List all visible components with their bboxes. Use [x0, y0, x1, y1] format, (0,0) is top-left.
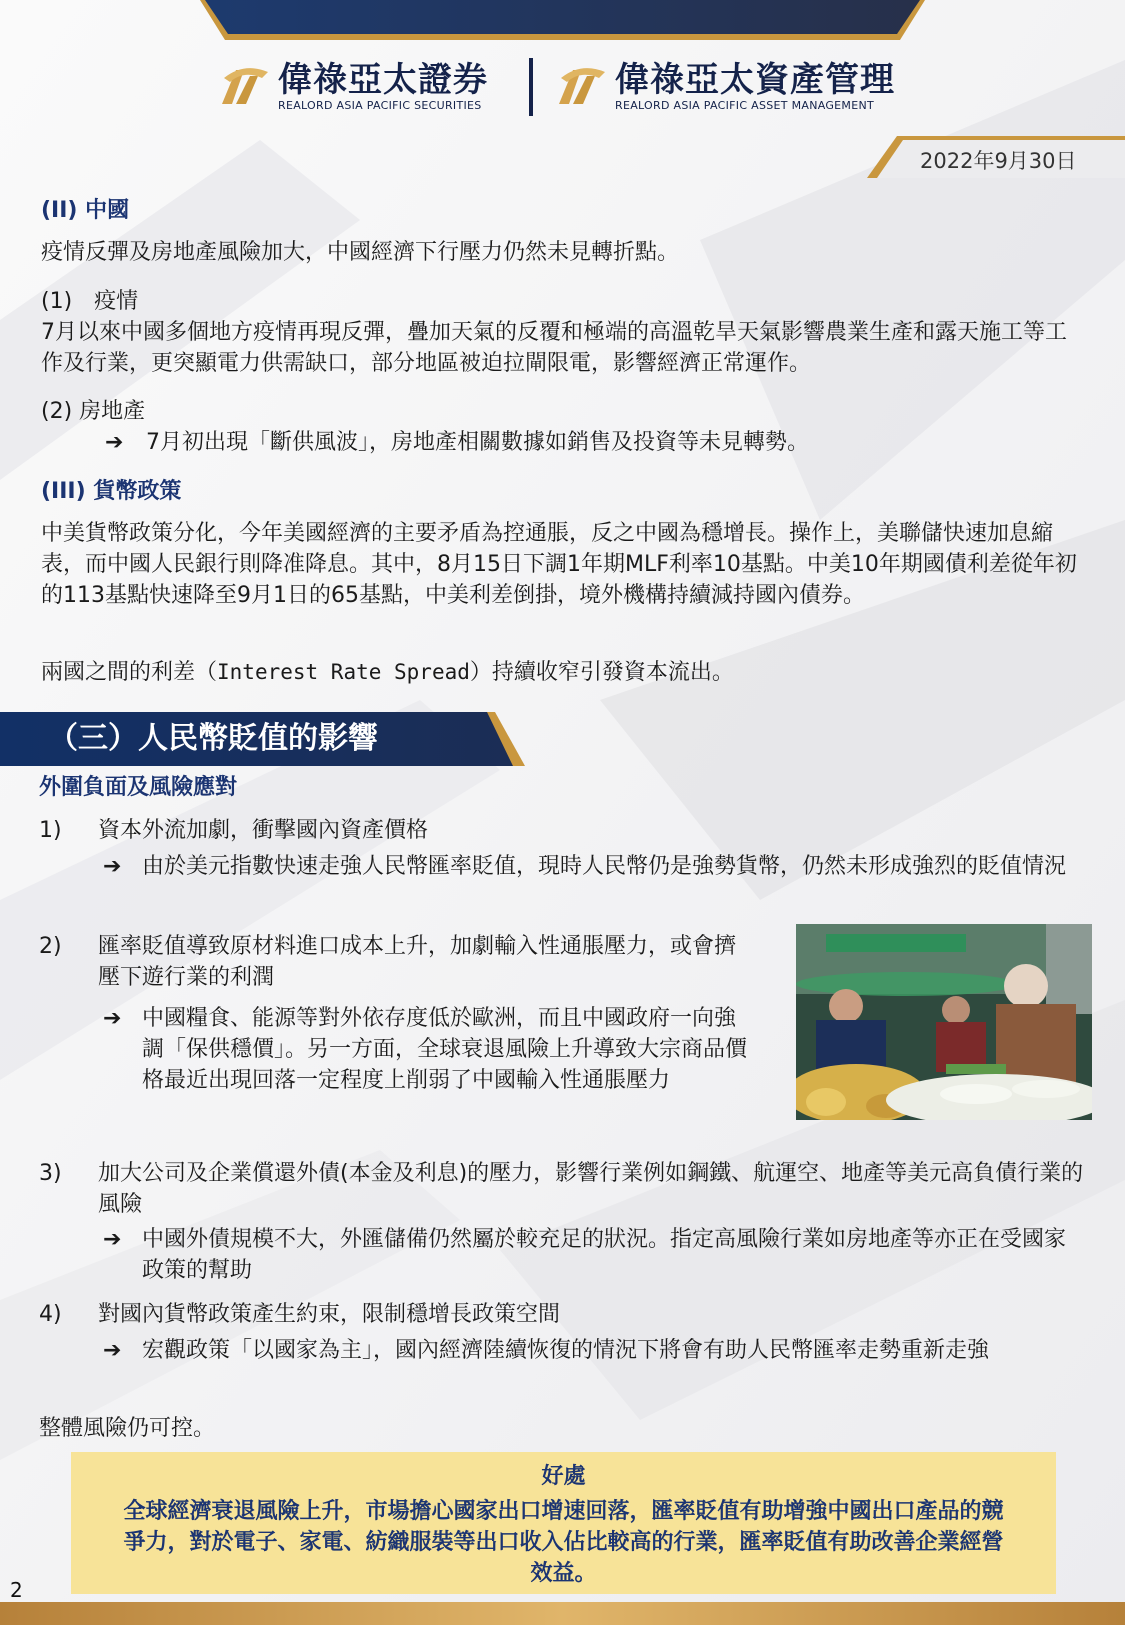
item-point: 宏觀政策「以國家為主」，國內經濟陸續恢復的情況下將會有助人民幣匯率走勢重新走強 [142, 1338, 990, 1363]
arrow-icon: ➔ [103, 854, 122, 879]
china-heading: (II) 中國 [41, 198, 130, 223]
pandemic-text: 7月以來中國多個地方疫情再現反彈，疊加天氣的反覆和極端的高溫乾旱天氣影響農業生產和露天施工等工作及行業，更突顯電力供需缺口，部分地區被迫拉閘限電，影響經濟正常運作。 [41, 320, 1068, 376]
arrow-icon: ➔ [103, 1338, 122, 1363]
arrow-icon: ➔ [103, 1006, 122, 1031]
spread-text [41, 657, 1091, 688]
benefit-body: 全球經濟衰退風險上升，市場擔心國家出口增速回落，匯率貶值有助增強中國出口產品的競爭力，對於電子、家電、紡織服裝等出口收入佔比較高的行業，匯率貶值有助改善企業經營效益。 [123, 1499, 1004, 1586]
benefit-box [71, 1452, 1056, 1594]
item-text: 資本外流加劇，衝擊國內資產價格 [98, 818, 429, 843]
report-date: 2022年9月30日 [920, 149, 1077, 173]
spread-after: ）持續收窄引發資本流出。 [469, 660, 734, 685]
conclusion: 整體風險仍可控。 [39, 1416, 216, 1441]
market-shoppers-photo [796, 924, 1092, 1120]
section-title: （三）人民幣貶值的影響 [48, 721, 378, 756]
logo-securities-cn: 偉祿亞太證券 [278, 60, 488, 100]
monetary-text: 中美貨幣政策分化，今年美國經濟的主要矛盾為控通脹，反之中國為穩增長。操作上，美聯儲快速加息縮表，而中國人民銀行則降准降息。其中，8月15日下調1年期MLF利率10基點。中美10年期國債利差從年初的113基點快速降至9月1日的65基點，中美利差倒掛，境外機構持續減持國內債券。 [41, 521, 1077, 608]
item-text: 對國內貨幣政策產生約束，限制穩增長政策空間 [98, 1302, 561, 1327]
page-number: 2 [10, 1578, 23, 1602]
logo-mark-icon [551, 58, 609, 116]
logo-securities-en: REALORD ASIA PACIFIC SECURITIES [278, 99, 482, 112]
arrow-icon: ➔ [105, 430, 124, 455]
logo-securities [214, 58, 488, 116]
logo-divider [529, 58, 533, 116]
logo-asset-en: REALORD ASIA PACIFIC ASSET MANAGEMENT [615, 99, 875, 112]
item-number: 2) [39, 934, 62, 959]
item-point: 中國糧食、能源等對外依存度低於歐洲，而且中國政府一向強調「保供穩價」。另一方面，全球衰退風險上升導致大宗商品價格最近出現回落一定程度上削弱了中國輸入性通脹壓力 [142, 1006, 748, 1093]
section-subheading: 外圍負面及風險應對 [39, 775, 238, 800]
top-banner [0, 0, 1125, 40]
logo-asset-management [551, 58, 895, 116]
arrow-icon: ➔ [103, 1227, 122, 1252]
spread-term: Interest Rate Spread [217, 660, 470, 684]
property-point: 7月初出現「斷供風波」，房地產相關數據如銷售及投資等未見轉勢。 [146, 430, 809, 455]
item-text: 加大公司及企業償還外債(本金及利息)的壓力，影響行業例如鋼鐵、航運空、地產等美元高負債行業的風險 [98, 1161, 1084, 1217]
item-number: 1) [39, 818, 62, 843]
china-intro: 疫情反彈及房地產風險加大，中國經濟下行壓力仍然未見轉折點。 [41, 240, 680, 265]
item-number: 3) [39, 1161, 62, 1186]
item-text: 匯率貶值導致原材料進口成本上升，加劇輸入性通脹壓力，或會擠壓下遊行業的利潤 [98, 934, 737, 990]
logo-mark-icon [214, 58, 272, 116]
bottom-bar [0, 1602, 1125, 1625]
item-point: 由於美元指數快速走強人民幣匯率貶值，現時人民幣仍是強勢貨幣，仍然未形成強烈的貶值情況 [142, 854, 1067, 879]
benefit-title: 好處 [541, 1464, 586, 1489]
monetary-heading: (III) 貨幣政策 [41, 479, 182, 504]
item-number: 4) [39, 1302, 62, 1327]
spread-before: 兩國之間的利差（ [41, 660, 218, 685]
property-heading: (2) 房地產 [41, 399, 146, 424]
pandemic-heading: (1) 疫情 [41, 289, 139, 314]
item-point: 中國外債規模不大，外匯儲備仍然屬於較充足的狀況。指定高風險行業如房地產等亦正在受國家政策的幫助 [142, 1227, 1067, 1283]
logo-asset-cn: 偉祿亞太資產管理 [615, 60, 895, 100]
